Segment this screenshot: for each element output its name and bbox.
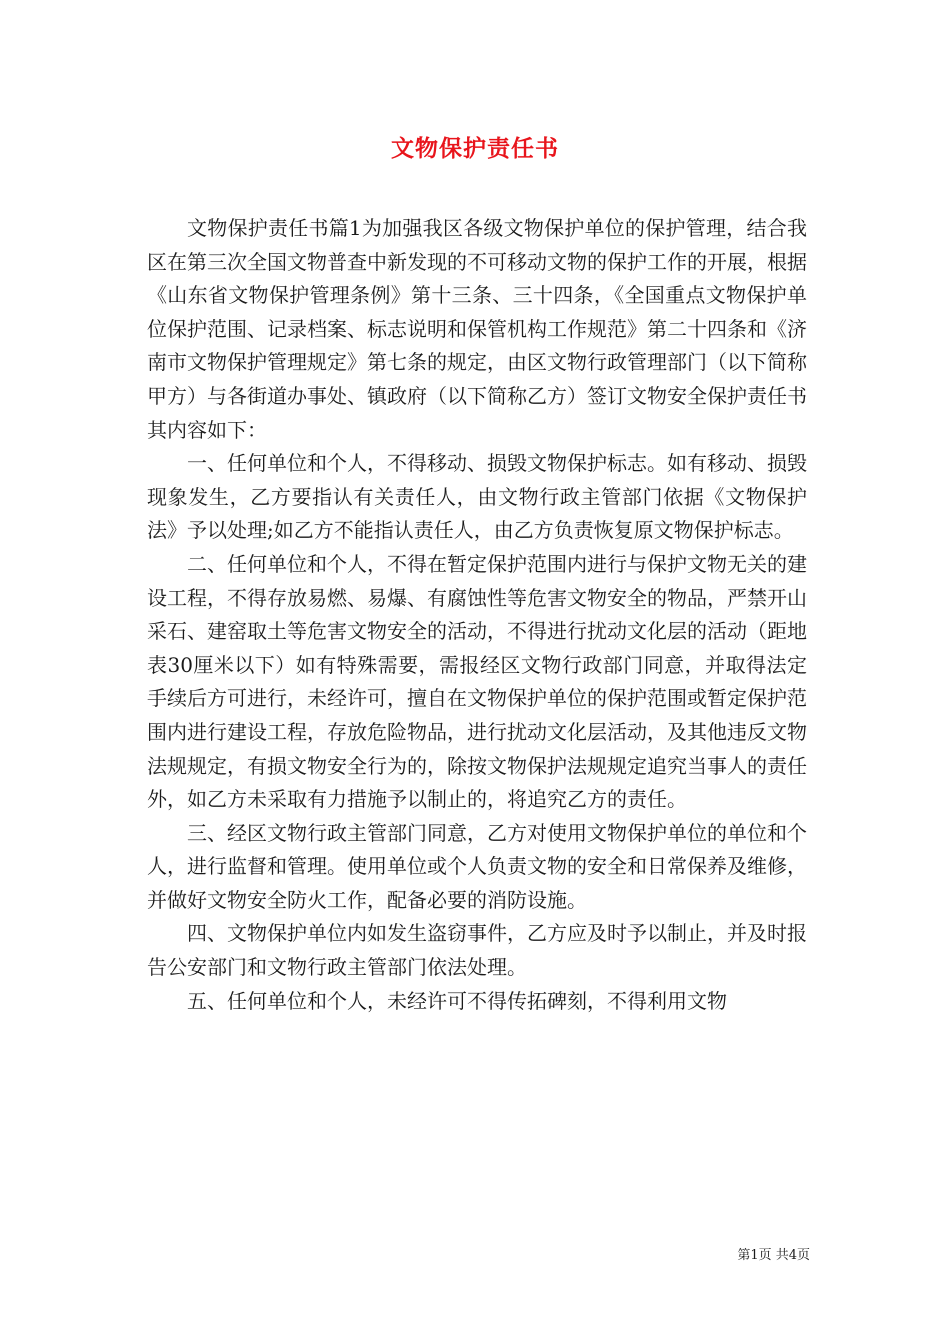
page-number-footer: 第1页 共4页 xyxy=(737,1248,810,1263)
document-body xyxy=(147,212,807,1018)
paragraph-clause-5: 五、任何单位和个人，未经许可不得传拓碑刻，不得利用文物 xyxy=(187,988,727,1013)
paragraph-clause-2: 二、任何单位和个人，不得在暂定保护范围内进行与保护文物无关的建设工程，不得存放易燃、易爆、有腐蚀性等危害文物安全的物品，严禁开山采石、建窑取土等危害文物安全的活动，不得进行扰动文化层的活动（距地表30厘米以下）如有特殊需要，需报经区文物行政部门同意，并取得法定手续后方可进行，未经许可，擅自在文物保护单位的保护范围或暂定保护范围内进行建设工程，存放危险物品，进行扰动文化层活动，及其他违反文物法规规定，有损文物安全行为的，除按文物保护法规规定追究当事人的责任外，如乙方未采取有力措施予以制止的，将追究乙方的责任。 xyxy=(147,551,807,812)
paragraph-clause-4: 四、文物保护单位内如发生盗窃事件，乙方应及时予以制止，并及时报告公安部门和文物行政主管部门依法处理。 xyxy=(147,921,807,980)
paragraph-clause-1: 一、任何单位和个人，不得移动、损毁文物保护标志。如有移动、损毁现象发生，乙方要指认有关责任人，由文物行政主管部门依据《文物保护法》予以处理;如乙方不能指认责任人，由乙方负责恢复原文物保护标志。 xyxy=(147,451,807,543)
document-title: 文物保护责任书 xyxy=(391,135,559,162)
paragraph-intro: 文物保护责任书篇1为加强我区各级文物保护单位的保护管理，结合我区在第三次全国文物普查中新发现的不可移动文物的保护工作的开展，根据《山东省文物保护管理条例》第十三条、三十四条，《全国重点文物保护单位保护范围、记录档案、标志说明和保管机构工作规范》第二十四条和《济南市文物保护管理规定》第七条的规定，由区文物行政管理部门（以下简称甲方）与各街道办事处、镇政府（以下简称乙方）签订文物安全保护责任书其内容如下： xyxy=(147,216,807,442)
paragraph-clause-3: 三、经区文物行政主管部门同意，乙方对使用文物保护单位的单位和个人，进行监督和管理。使用单位或个人负责文物的安全和日常保养及维修，并做好文物安全防火工作，配备必要的消防设施。 xyxy=(147,820,807,912)
